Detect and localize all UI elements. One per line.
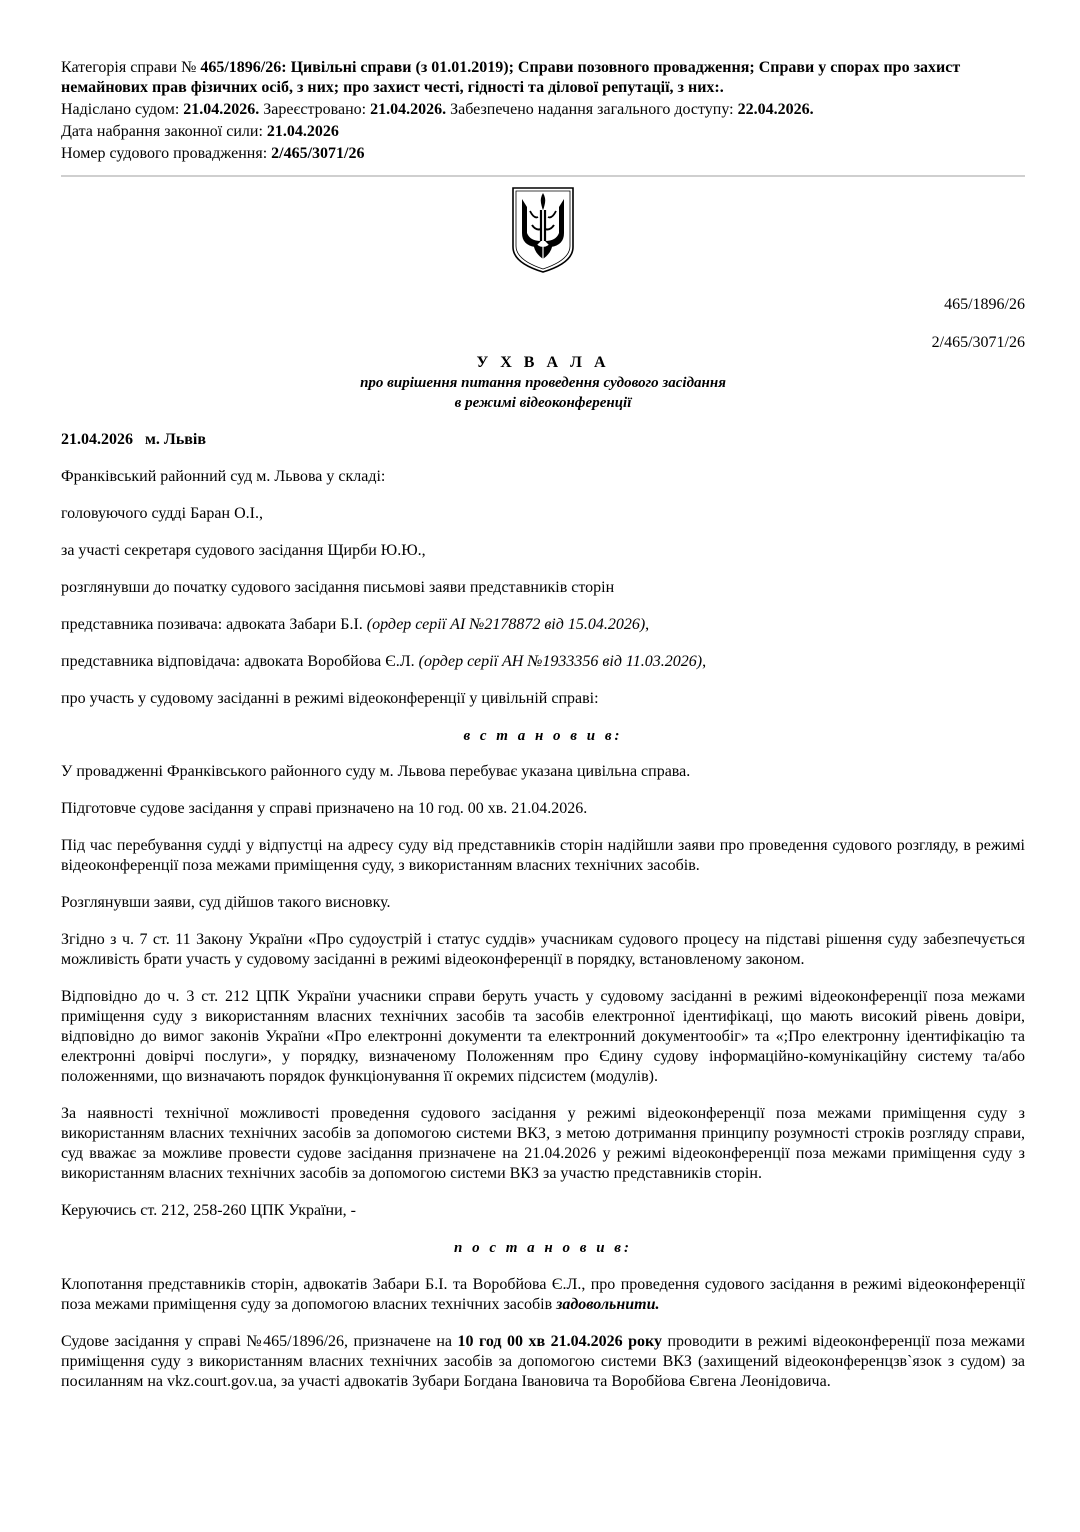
dates-line — [61, 100, 1025, 120]
document — [61, 0, 1025, 1392]
document-subtitle-1: про вирішення питання проведення судового засідання — [360, 375, 726, 391]
intro-plaintiff-rep — [61, 615, 1025, 635]
decided-p2-start: Судове засідання у справі №465/1896/26, призначене на — [61, 1333, 458, 1350]
decided-p1-text: Клопотання представників сторін, адвокатів Забари Б.І. та Воробйова Є.Л., про проведення судового засідання в режимі відеоконференції поза межами приміщення суду за допомогою власних технічних засобів — [61, 1276, 1025, 1313]
date-place: 21.04.2026 м. Львів — [61, 431, 207, 448]
access-label: Забезпечено надання загального доступу: — [446, 101, 738, 118]
established-paragraph-3: Під час перебування судді у відпустці на адресу суду від представників сторін надійшли заяви про проведення судового розгляду, в режимі відеоконференції поза межами приміщення суду, з використанням власних технічних засобів. — [61, 837, 1025, 874]
effective-line — [61, 122, 1025, 142]
category-label: Категорія справи № — [61, 59, 201, 76]
intro-defendant-rep — [61, 652, 1025, 672]
established-paragraph-7: За наявності технічної можливості проведення судового засідання у режимі відеоконференції поза межами приміщення суду з використанням власних технічних засобів за допомогою системи ВКЗ, з метою дотримання принципу розумності строків розгляду справи, суд вважає за можливе провести судове засідання призначене на 21.04.2026 у режимі відеоконференції поза межами приміщення суду з використанням власних технічних засобів за допомогою системи ВКЗ за участю представників сторін. — [61, 1105, 1025, 1182]
established-paragraph-6: Відповідно до ч. 3 ст. 212 ЦПК України учасники справи беруть участь у судовому засіданні в режимі відеоконференції поза межами приміщення суду з використанням власних технічних засобів та засобів електронної ідентифікаці, що мають високий рівень довіри, відповідно до вимог законів України «Про електронні документи та електронний документообіг» та «;Про електронну ідентифікацію та електронні довірчі послуги», у порядку, визначеному Положенням про Єдину судову інформаційно-комунікаційну систему та/або положеннями, що визначають порядок функціонування її окремих підсистем (модулів). — [61, 988, 1025, 1085]
registered-date: 21.04.2026. — [370, 101, 447, 118]
header-divider — [61, 175, 1025, 177]
document-title: У Х В А Л А — [476, 354, 610, 371]
intro-considered: розглянувши до початку судового засідання письмові заяви представників сторін — [61, 579, 615, 596]
established-paragraph-8: Керуючись ст. 212, 258-260 ЦПК України, - — [61, 1202, 356, 1219]
established-paragraph-1: У провадженні Франківського районного суду м. Львова перебуває указана цивільна справа. — [61, 763, 691, 780]
decided-p1-verdict: задовольнити. — [556, 1296, 660, 1313]
decided-p2-time: 10 год 00 хв 21.04.2026 року — [457, 1333, 662, 1350]
decided-paragraph-1 — [61, 1275, 1025, 1315]
case-number: 465/1896/26 — [944, 296, 1025, 313]
intro-court: Франківський районний суд м. Львова у складі: — [61, 468, 386, 485]
plaintiff-comma: , — [645, 616, 650, 633]
effective-label: Дата набрання законної сили: — [61, 123, 267, 140]
established-heading: в с т а н о в и в: — [463, 728, 623, 744]
established-paragraph-4: Розглянувши заяви, суд дійшов такого висновку. — [61, 894, 391, 911]
established-paragraph-5: Згідно з ч. 7 ст. 11 Закону України «Про судоустрій і статус суддів» учасникам судового процесу на підставі рішення суду забезпечується можливість брати участь у судовому засіданні в режимі відеоконференції в порядку, встановленому законом. — [61, 931, 1025, 968]
proceeding-number-right: 2/465/3071/26 — [931, 334, 1025, 351]
access-date: 22.04.2026. — [737, 101, 814, 118]
decided-p2-end: проводити в режимі відеоконференції поза межами приміщення суду з використанням власних технічних засобів за допомогою системи ВКЗ (захищений відеоконференцзв`язок з судом) за посиланням на vkz.court.gov.ua, за участі адвокатів Зубари Богдана Івановича та Воробйова Євгена Леонідовича. — [61, 1333, 1025, 1390]
document-subtitle-2: в режимі відеоконференції — [454, 395, 632, 411]
category-value: 465/1896/26: Цивільні справи (з 01.01.2019); Справи позовного провадження; Справи у спорах про захист немайнових прав фізичних осіб, з них; про захист честі, гідності та ділової репутації, з них:. — [61, 59, 961, 96]
document-header — [61, 58, 1025, 164]
proceeding-line — [61, 144, 1025, 164]
defendant-order: (ордер серії АН №1933356 від 11.03.2026) — [418, 653, 703, 670]
plaintiff-rep-text: представника позивача: адвоката Забари Б.І. — [61, 616, 367, 633]
intro-secretary: за участі секретаря судового засідання Щирби Ю.Ю., — [61, 542, 426, 559]
ukraine-coat-of-arms-icon — [510, 185, 576, 275]
intro-participation: про участь у судовому засіданні в режимі відеоконференції у цивільній справі: — [61, 690, 599, 707]
registered-label: Зареєстровано: — [259, 101, 371, 118]
intro-judge: головуючого судді Баран О.І., — [61, 505, 263, 522]
established-paragraph-2: Підготовче судове засідання у справі призначено на 10 год. 00 хв. 21.04.2026. — [61, 800, 588, 817]
decided-heading: п о с т а н о в и в: — [454, 1240, 632, 1256]
sent-date: 21.04.2026. — [183, 101, 260, 118]
plaintiff-order: (ордер серії АІ №2178872 від 15.04.2026) — [366, 616, 646, 633]
decided-paragraph-2 — [61, 1332, 1025, 1392]
defendant-comma: , — [702, 653, 707, 670]
proceeding-number: 2/465/3071/26 — [271, 145, 365, 162]
sent-label: Надіслано судом: — [61, 101, 184, 118]
category-line — [61, 58, 1025, 98]
proceeding-label: Номер судового провадження: — [61, 145, 272, 162]
defendant-rep-text: представника відповідача: адвоката Воробйова Є.Л. — [61, 653, 419, 670]
effective-date: 21.04.2026 — [266, 123, 339, 140]
